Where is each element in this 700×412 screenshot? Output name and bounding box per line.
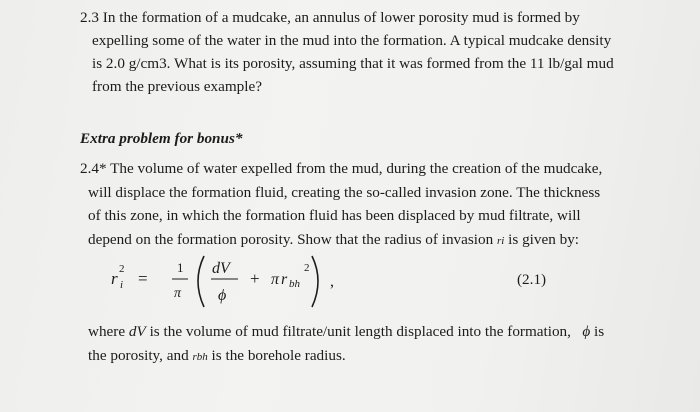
explanation-text: is the volume of mud filtrate/unit length displaced into the formation,	[145, 323, 571, 340]
equation-number: (2.1)	[517, 271, 547, 288]
problem-2-4-line: will displace the formation fluid, creating the so-called invasion zone. The thickness	[88, 183, 601, 201]
problem-2-3-line: expelling some of the water in the mud into the formation. A typical mudcake density	[92, 32, 612, 49]
explanation-text: where	[88, 323, 129, 340]
problem-2-3-line: 2.3 In the formation of a mudcake, an annulus of lower porosity mud is formed by	[80, 9, 580, 26]
explanation-line-2	[88, 344, 688, 369]
eq-pi: π	[271, 271, 280, 288]
explanation-text: is	[590, 323, 605, 340]
eq-frac2-num: dV	[212, 260, 230, 277]
eq-comma: ,	[330, 273, 334, 290]
dv-symbol: dV	[128, 323, 146, 340]
rbh-symbol: rbh	[192, 351, 208, 363]
equation-explanation	[88, 320, 688, 369]
eq-lhs-sub: i	[120, 279, 124, 291]
problem-2-4	[80, 157, 688, 253]
problem-2-4-line-text: depend on the formation porosity. Show that the radius of invasion	[88, 230, 498, 248]
eq-right-paren	[312, 256, 318, 307]
explanation-text: the porosity, and	[88, 347, 193, 364]
bonus-heading: Extra problem for bonus*	[80, 130, 243, 147]
equation-2-1	[100, 252, 680, 312]
problem-2-4-line-4	[88, 228, 688, 254]
equation-formula	[100, 252, 500, 312]
phi-symbol: ϕ	[582, 323, 591, 340]
eq-equals: =	[138, 269, 148, 288]
eq-r-sup: 2	[304, 262, 310, 274]
problem-2-3-line: is 2.0 g/cm3. What is its porosity, assuming that it was formed from the 11 lb/gal mud	[92, 55, 614, 72]
problem-2-3-line: from the previous example?	[92, 78, 262, 95]
explanation-line-1	[88, 320, 688, 344]
eq-r-sub: bh	[289, 278, 300, 290]
eq-frac1-den: π	[174, 286, 182, 301]
explanation-text: is the borehole radius.	[207, 347, 346, 364]
radius-of-invasion-symbol: ri	[497, 234, 505, 247]
problem-2-4-line: 2.4* The volume of water expelled from the mud, during the creation of the mudcake,	[80, 160, 603, 177]
eq-plus: +	[250, 269, 260, 288]
eq-frac2-den: ϕ	[218, 287, 227, 304]
problem-2-3	[80, 6, 692, 98]
eq-left-paren	[198, 256, 204, 307]
eq-lhs-sup: 2	[119, 263, 125, 275]
problem-2-4-line: of this zone, in which the formation fluid has been displaced by mud filtrate, will	[88, 207, 581, 224]
problem-2-4-line-tail: is given by:	[504, 230, 580, 248]
eq-lhs-r: r	[111, 269, 118, 288]
eq-frac1-num: 1	[177, 260, 184, 275]
eq-r: r	[281, 271, 288, 288]
